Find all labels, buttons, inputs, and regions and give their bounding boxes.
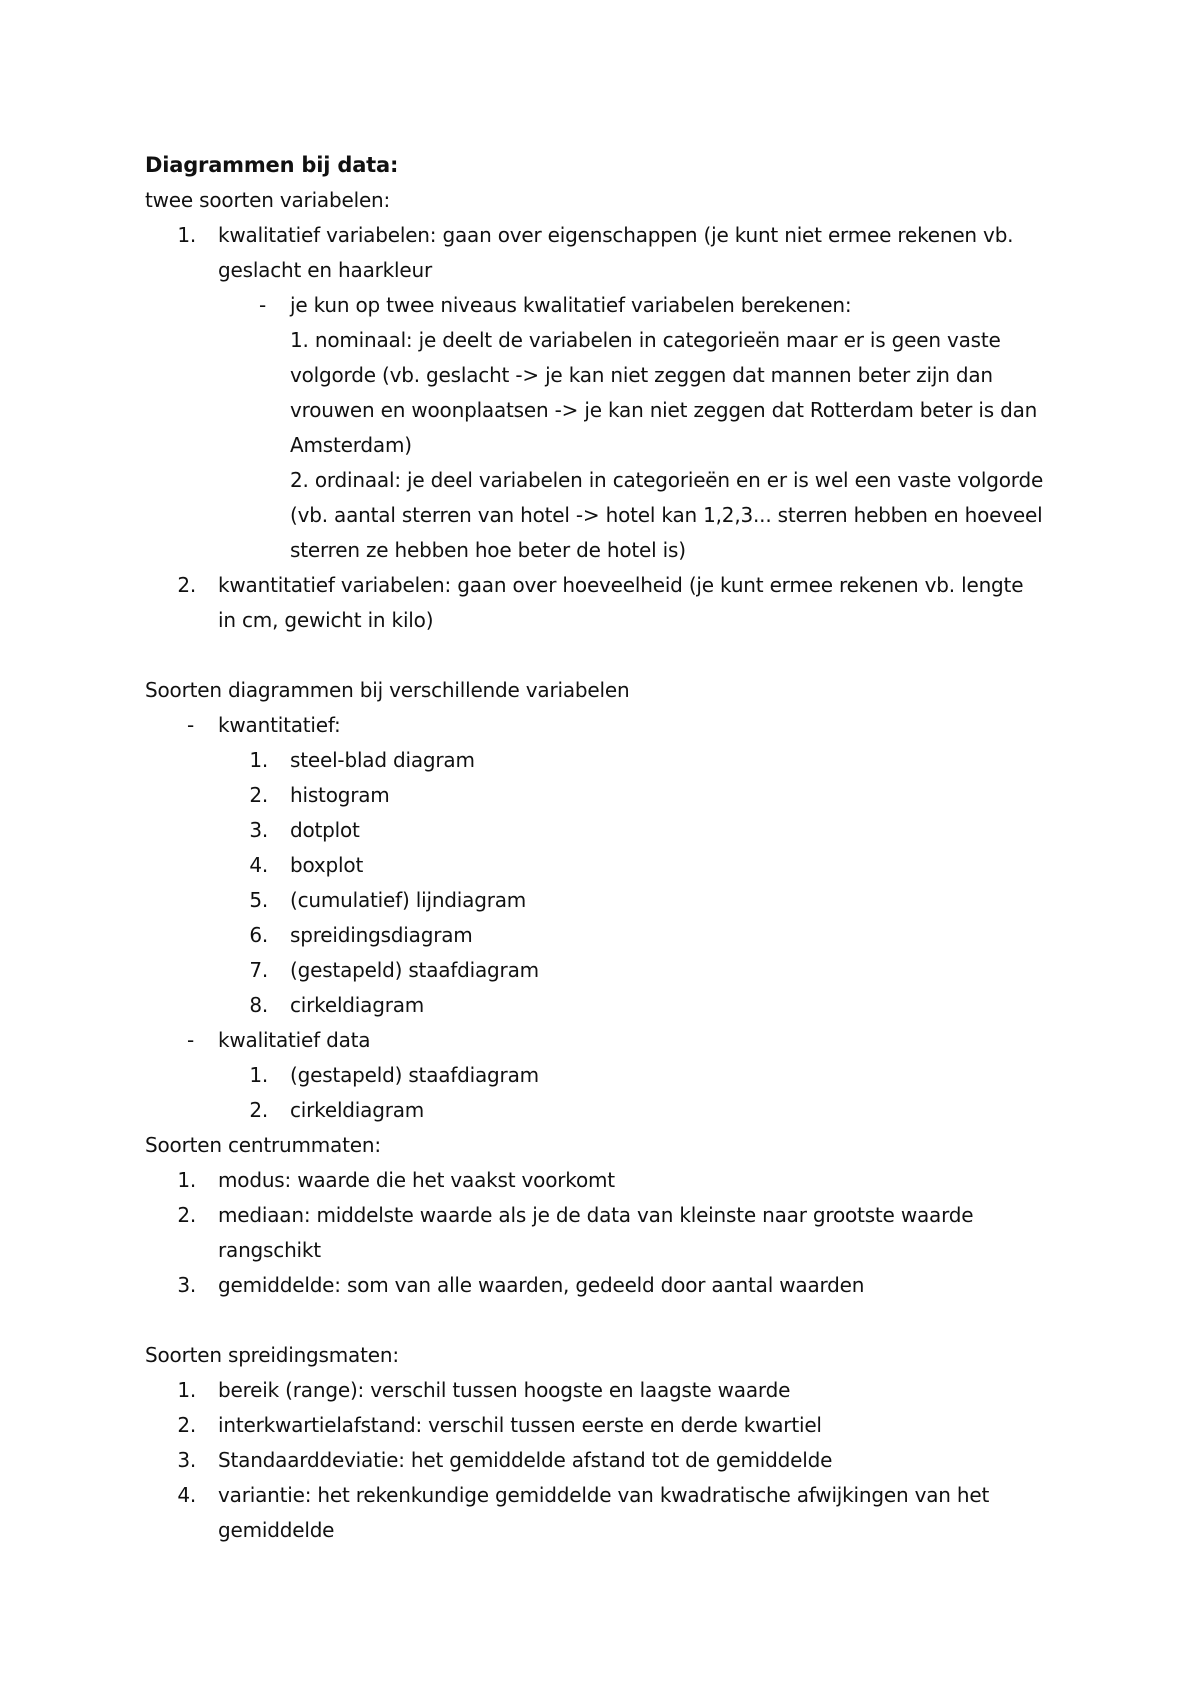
list-marker: 8. xyxy=(249,993,268,1017)
intro-text: twee soorten variabelen: xyxy=(145,188,391,212)
list-item-text: (cumulatief) lijndiagram xyxy=(290,888,527,912)
list-item-text: dotplot xyxy=(290,818,360,842)
section-heading: Soorten spreidingsmaten: xyxy=(145,1343,399,1367)
list-marker: 7. xyxy=(249,958,268,982)
list-marker: 2. xyxy=(177,1203,196,1227)
list-marker: 2. xyxy=(177,1413,196,1437)
nominaal-text: Amsterdam) xyxy=(290,433,412,457)
dash-marker: - xyxy=(186,1028,194,1052)
list-marker: 6. xyxy=(249,923,268,947)
list-item-text: bereik (range): verschil tussen hoogste en laagste waarde xyxy=(218,1378,791,1402)
nominaal-text: volgorde (vb. geslacht -> je kan niet zeggen dat mannen beter zijn dan xyxy=(290,363,993,387)
list-marker: 3. xyxy=(177,1448,196,1472)
list-item-text: cirkeldiagram xyxy=(290,1098,425,1122)
list-marker: 1. xyxy=(177,223,196,247)
nominaal-text: vrouwen en woonplaatsen -> je kan niet zeggen dat Rotterdam beter is dan xyxy=(290,398,1038,422)
list-marker: 5. xyxy=(249,888,268,912)
list-item-text: Standaarddeviatie: het gemiddelde afstand tot de gemiddelde xyxy=(218,1448,833,1472)
section-heading: Soorten diagrammen bij verschillende variabelen xyxy=(145,678,630,702)
list-marker: 2. xyxy=(249,783,268,807)
list-marker: 1. xyxy=(177,1378,196,1402)
ordinaal-text: (vb. aantal sterren van hotel -> hotel kan 1,2,3... sterren hebben en hoeveel xyxy=(290,503,1043,527)
list-marker: 1. xyxy=(249,1063,268,1087)
list-marker: 2. xyxy=(249,1098,268,1122)
list-item-text: cirkeldiagram xyxy=(290,993,425,1017)
list-marker: 1. xyxy=(249,748,268,772)
list-item-text: (gestapeld) staafdiagram xyxy=(290,958,539,982)
dash-marker: - xyxy=(186,713,194,737)
list-item-text: kwantitatief variabelen: gaan over hoeveelheid (je kunt ermee rekenen vb. lengte xyxy=(218,573,1024,597)
list-item-text: variantie: het rekenkundige gemiddelde van kwadratische afwijkingen van het xyxy=(218,1483,990,1507)
list-item-text: modus: waarde die het vaakst voorkomt xyxy=(218,1168,615,1192)
list-marker: 2. xyxy=(177,573,196,597)
nominaal-text: 1. nominaal: je deelt de variabelen in categorieën maar er is geen vaste xyxy=(290,328,1001,352)
list-item-text: (gestapeld) staafdiagram xyxy=(290,1063,539,1087)
list-marker: 3. xyxy=(177,1273,196,1297)
list-item-text: boxplot xyxy=(290,853,364,877)
list-marker: 1. xyxy=(177,1168,196,1192)
list-item-text: steel-blad diagram xyxy=(290,748,475,772)
list-item-text: histogram xyxy=(290,783,390,807)
list-item-text: kwalitatief variabelen: gaan over eigenschappen (je kunt niet ermee rekenen vb. xyxy=(218,223,1014,247)
list-item-text: in cm, gewicht in kilo) xyxy=(218,608,434,632)
section-heading: Soorten centrummaten: xyxy=(145,1133,381,1157)
group-label: kwantitatief: xyxy=(218,713,341,737)
sub-item-text: je kun op twee niveaus kwalitatief variabelen berekenen: xyxy=(290,293,852,317)
group-label: kwalitatief data xyxy=(218,1028,371,1052)
list-item-text: rangschikt xyxy=(218,1238,321,1262)
list-item-text: gemiddelde: som van alle waarden, gedeeld door aantal waarden xyxy=(218,1273,865,1297)
list-marker: 4. xyxy=(249,853,268,877)
document-title-text: Diagrammen bij data: xyxy=(145,153,399,177)
list-marker: 4. xyxy=(177,1483,196,1507)
dash-marker: - xyxy=(258,293,266,317)
ordinaal-text: sterren ze hebben hoe beter de hotel is) xyxy=(290,538,686,562)
list-item-text: mediaan: middelste waarde als je de data van kleinste naar grootste waarde xyxy=(218,1203,974,1227)
list-item-text: spreidingsdiagram xyxy=(290,923,473,947)
list-item-text: interkwartielafstand: verschil tussen eerste en derde kwartiel xyxy=(218,1413,822,1437)
list-marker: 3. xyxy=(249,818,268,842)
list-item-text: geslacht en haarkleur xyxy=(218,258,432,282)
list-item-text: gemiddelde xyxy=(218,1518,335,1542)
ordinaal-text: 2. ordinaal: je deel variabelen in categorieën en er is wel een vaste volgorde xyxy=(290,468,1044,492)
